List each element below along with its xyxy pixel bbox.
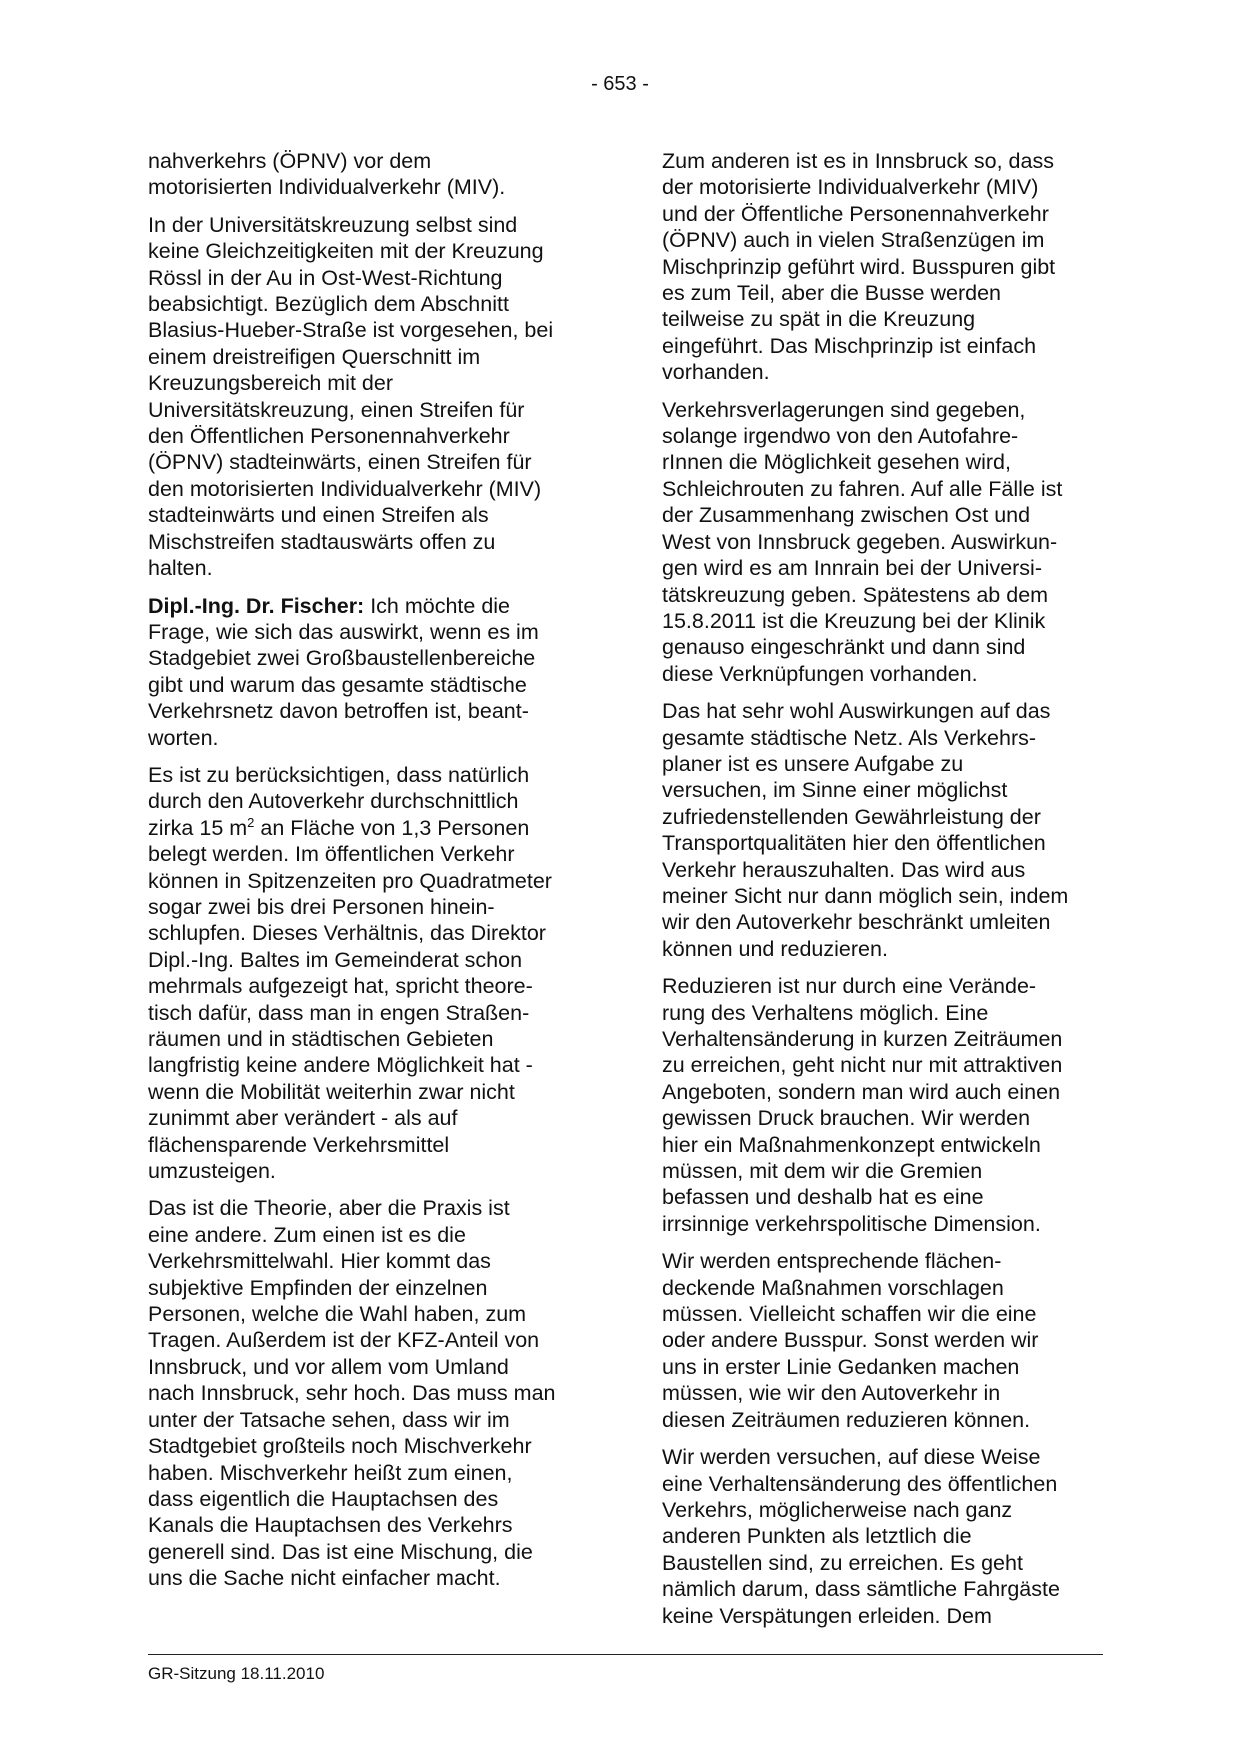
paragraph: Wir werden entsprechende flächen- deckende Maßnahmen vorschlagen müssen. Vielleicht schaffen wir die eine oder andere Busspur. Sonst werden wir uns in erster Linie Gedanken machen müssen, wie wir den Autoverkehr in diesen Zeiträumen reduzieren können. — [662, 1249, 1039, 1432]
footer-divider — [148, 1654, 1103, 1655]
left-column — [148, 148, 588, 1603]
paragraph: Das ist die Theorie, aber die Praxis ist eine andere. Zum einen ist es die Verkehrsmittelwahl. Hier kommt das subjektive Empfinden der einzelnen Personen, welche die Wahl haben, zum Tragen. Außerdem ist der KFZ-Anteil von Innsbruck, und vor allem vom Umland nach Innsbruck, sehr hoch. Das muss man unter der Tatsache sehen, dass wir im Stadtgebiet großteils noch Mischverkehr haben. Mischverkehr heißt zum einen, dass eigentlich die Hauptachsen des Kanals die Hauptachsen des Verkehrs generell sind. Das ist eine Mischung, die uns die Sache nicht einfacher macht. — [148, 1196, 556, 1591]
right-column — [662, 148, 1102, 1640]
footer-session-date: GR-Sitzung 18.11.2010 — [148, 1664, 325, 1683]
paragraph: In der Universitätskreuzung selbst sind keine Gleichzeitigkeiten mit der Kreuzung Rössl in der Au in Ost-West-Richtung beabsichtigt. Bezüglich dem Abschnitt Blasius-Hueber-Straße ist vorgesehen, bei einem dreistreifigen Querschnitt im Kreuzungsbereich mit der Universitätskreuzung, einen Streifen für den Öffentlichen Personennahverkehr (ÖPNV) stadteinwärts, einen Streifen für den motorisierten Individualverkehr (MIV) stadteinwärts und einen Streifen als Mischstreifen stadtauswärts offen zu halten. — [148, 212, 554, 581]
paragraph: Reduzieren ist nur durch eine Verände- rung des Verhaltens möglich. Eine Verhaltensänderung in kurzen Zeiträumen zu erreichen, geht nicht nur mit attraktiven Angeboten, sondern man wird auch einen gewissen Druck brauchen. Wir werden hier ein Maßnahmenkonzept entwickeln müssen, mit dem wir die Gremien befassen und deshalb hat es eine irrsinnige verkehrspolitische Dimension. — [662, 974, 1063, 1236]
page-number: - 653 - — [591, 73, 649, 95]
paragraph — [148, 593, 588, 751]
paragraph: Zum anderen ist es in Innsbruck so, dass der motorisierte Individualverkehr (MIV) und der Öffentliche Personennahverkehr (ÖPNV) auch in vielen Straßenzügen im Mischprinzip geführt wird. Busspuren gibt es zum Teil, aber die Busse werden teilweise zu spät in die Kreuzung eingeführt. Das Mischprinzip ist einfach vorhanden. — [662, 149, 1056, 385]
paragraph-text: an Fläche von 1,3 Personen belegt werden. Im öffentlichen Verkehr können in Spitzenzeiten pro Quadratmeter sogar zwei bis drei Personen hinein- schlupfen. Dieses Verhältnis, das Direktor Dipl.-Ing. Baltes im Gemeinderat schon mehrmals aufgezeigt hat, spricht theore- tisch dafür, dass man in engen Straßen- räumen und in städtischen Gebieten langfristig keine andere Möglichkeit hat - wenn die Mobilität weiterhin zwar nicht zunimmt aber verändert - als auf flächensparende Verkehrsmittel umzusteigen. — [148, 815, 552, 1184]
paragraph: Verkehrsverlagerungen sind gegeben, solange irgendwo von den Autofahre- rInnen die Möglichkeit gesehen wird, Schleichrouten zu fahren. Auf alle Fälle ist der Zusammenhang zwischen Ost und West von Innsbruck gegeben. Auswirkun- gen wird es am Innrain bei der Universi- tätskreuzung geben. Spätestens ab dem 15.8.2011 ist die Kreuzung bei der Klinik genauso eingeschränkt und dann sind diese Verknüpfungen vorhanden. — [662, 397, 1063, 686]
paragraph: Das hat sehr wohl Auswirkungen auf das gesamte städtische Netz. Als Verkehrs- planer ist es unsere Aufgabe zu versuchen, im Sinne einer möglichst zufriedenstellenden Gewährleistung der Transportqualitäten hier den öffentlichen Verkehr herauszuhalten. Das wird aus meiner Sicht nur dann möglich sein, indem wir den Autoverkehr beschränkt umleiten können und reduzieren. — [662, 699, 1069, 961]
paragraph: nahverkehrs (ÖPNV) vor dem motorisierten Individualverkehr (MIV). — [148, 149, 506, 200]
speaker-text: Ich möchte die Frage, wie sich das auswirkt, wenn es im Stadgebiet zwei Großbaustellenbereiche gibt und warum das gesamte städtische Verkehrsnetz davon betroffen ist, beant- worten. — [148, 593, 539, 750]
paragraph: Wir werden versuchen, auf diese Weise eine Verhaltensänderung des öffentlichen Verkehrs, möglicherweise nach ganz anderen Punkten als letztlich die Baustellen sind, zu erreichen. Es geht nämlich darum, dass sämtliche Fahrgäste keine Verspätungen erleiden. Dem — [662, 1445, 1060, 1628]
speaker-name: Dipl.-Ing. Dr. Fischer: — [148, 593, 365, 618]
superscript: 2 — [247, 814, 255, 830]
paragraph-text: Es ist zu berücksichtigen, dass natürlich durch den Autoverkehr durchschnittlich zirka 15 m — [148, 762, 530, 840]
paragraph — [148, 762, 588, 1185]
